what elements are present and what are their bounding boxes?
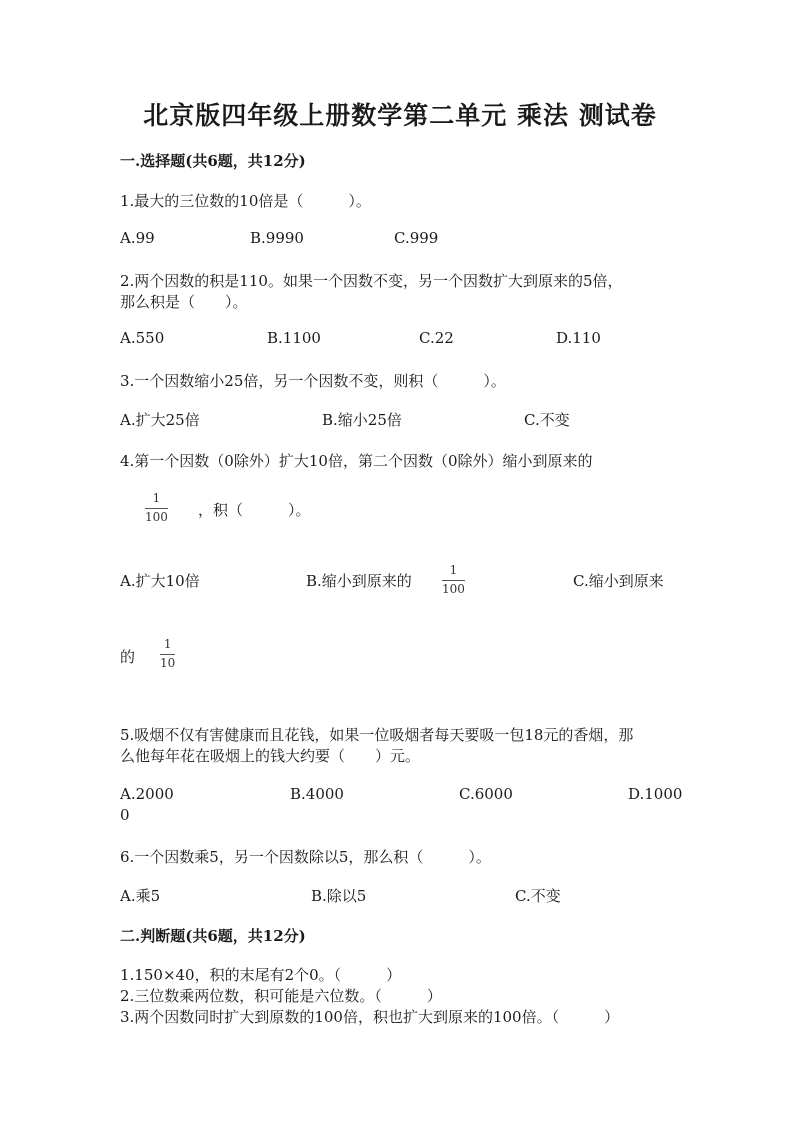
q4-b-fraction [442, 564, 465, 596]
q1-option-b: B.9990 [250, 229, 304, 247]
question-6: 6.一个因数乘5，另一个因数除以5，那么积（ ）。 [120, 848, 491, 866]
fraction-bar [145, 508, 168, 509]
q3-option-c: C.不变 [524, 411, 570, 429]
question-1: 1.最大的三位数的10倍是（ ）。 [120, 192, 371, 210]
q4-b-numerator: 1 [449, 563, 458, 577]
q2-option-b: B.1100 [267, 329, 321, 347]
question-3: 3.一个因数缩小25倍，另一个因数不变，则积（ ）。 [120, 372, 506, 390]
judgment-item-3: 3.两个因数同时扩大到原数的100倍，积也扩大到原来的100倍。（ ） [120, 1008, 620, 1026]
q1-option-c: C.999 [394, 229, 439, 247]
q6-option-c: C.不变 [515, 887, 561, 905]
page-title: 北京版四年级上册数学第二单元 乘法 测试卷 [143, 101, 657, 130]
question-4-line2: ，积（ ）。 [198, 501, 311, 519]
q5-option-a: A.2000 [120, 785, 174, 803]
q4-frac-denominator: 100 [145, 510, 168, 524]
q5-option-c: C.6000 [459, 785, 513, 803]
fraction-bar [442, 580, 465, 581]
q4-c-fraction [160, 638, 175, 670]
q6-option-b: B.除以5 [311, 887, 367, 905]
q4-option-b: B.缩小到原来的 [306, 572, 412, 590]
q2-option-d: D.110 [556, 329, 601, 347]
q4-c-numerator: 1 [163, 637, 172, 651]
q1-option-a: A.99 [120, 229, 155, 247]
q5-option-d: D.1000 [628, 785, 683, 803]
judgment-item-2: 2.三位数乘两位数，积可能是六位数。（ ） [120, 987, 442, 1005]
question-4-line1: 4.第一个因数（0除外）扩大10倍，第二个因数（0除外）缩小到原来的 [120, 452, 593, 470]
q4-c-denominator: 10 [160, 656, 176, 670]
question-2-line1: 2.两个因数的积是110。如果一个因数不变，另一个因数扩大到原来的5倍， [120, 272, 623, 290]
q2-option-c: C.22 [419, 329, 454, 347]
q4-frac-numerator: 1 [152, 491, 161, 505]
section-heading-judgment: 二.判断题(共6题，共12分) [120, 927, 306, 945]
question-2-line2: 那么积是（ ）。 [120, 293, 248, 311]
q5-option-b: B.4000 [290, 785, 344, 803]
question-5-line1: 5.吸烟不仅有害健康而且花钱，如果一位吸烟者每天要吸一包18元的香烟，那 [120, 726, 634, 744]
q4-b-denominator: 100 [442, 582, 465, 596]
q6-option-a: A.乘5 [120, 887, 161, 905]
q4-option-c-continued: 的 [120, 648, 136, 666]
q4-option-a: A.扩大10倍 [120, 572, 200, 590]
question-5-line2: 么他每年花在吸烟上的钱大约要（ ）元。 [120, 747, 421, 765]
section-heading-choice: 一.选择题(共6题，共12分) [120, 152, 306, 170]
q3-option-a: A.扩大25倍 [120, 411, 200, 429]
q2-option-a: A.550 [120, 329, 165, 347]
q5-option-d-continued: 0 [120, 806, 130, 824]
fraction-bar [160, 654, 175, 655]
q4-option-c: C.缩小到原来 [573, 572, 664, 590]
q3-option-b: B.缩小25倍 [322, 411, 402, 429]
judgment-item-1: 1.150×40，积的末尾有2个0。（ ） [120, 966, 402, 984]
q4-fraction [145, 492, 168, 524]
